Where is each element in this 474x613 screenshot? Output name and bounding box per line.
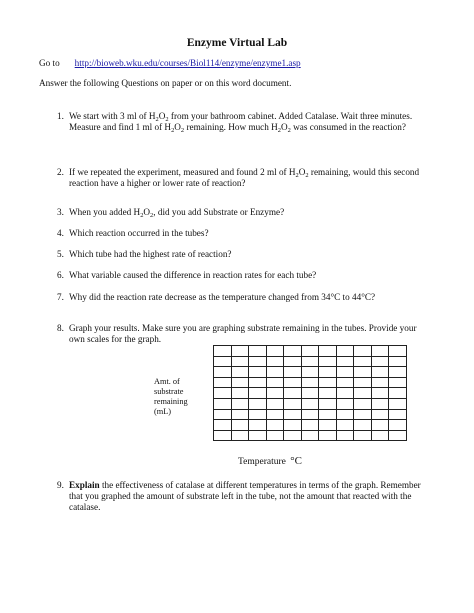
grid-cell <box>284 420 302 431</box>
grid-cell <box>371 356 389 367</box>
q8-line-2: own scales for the graph. <box>69 334 162 344</box>
o: O <box>174 122 181 132</box>
grid-cell <box>336 398 354 409</box>
q1-text-e: was consumed in the reaction? <box>290 122 406 132</box>
question-number: 6. <box>57 270 64 280</box>
grid-cell <box>266 430 284 441</box>
sub: 2 <box>180 127 185 134</box>
grid-cell <box>231 356 249 367</box>
grid-cell <box>284 409 302 420</box>
y-label-line: substrate <box>154 387 184 396</box>
grid-cell <box>371 430 389 441</box>
grid-cell <box>389 367 407 378</box>
grid-cell <box>354 377 372 388</box>
sub: 2 <box>287 127 291 134</box>
grid-cell <box>231 430 249 441</box>
grid-cell <box>284 367 302 378</box>
grid-cell <box>231 377 249 388</box>
grid-cell <box>354 409 372 420</box>
grid-cell <box>371 367 389 378</box>
grid-cell <box>354 430 372 441</box>
grid-row <box>214 409 407 420</box>
grid-cell <box>389 388 407 399</box>
grid-cell <box>249 346 267 357</box>
question-number: 3. <box>57 207 64 217</box>
question-number: 4. <box>57 228 64 238</box>
grid-cell <box>301 356 319 367</box>
sub: 2 <box>165 116 169 123</box>
question-number: 5. <box>57 249 64 259</box>
grid-cell <box>354 398 372 409</box>
grid-cell <box>249 420 267 431</box>
grid-cell <box>214 367 232 378</box>
grid-row <box>214 430 407 441</box>
grid-cell <box>249 398 267 409</box>
grid-cell <box>319 377 337 388</box>
grid-cell <box>284 356 302 367</box>
course-link[interactable]: http://bioweb.wku.edu/courses/Biol114/enzyme/enzyme1.asp <box>74 58 301 68</box>
grid-cell <box>266 377 284 388</box>
grid-cell <box>319 388 337 399</box>
grid-cell <box>214 409 232 420</box>
graph-x-label <box>238 456 302 468</box>
q2-text-c: reaction have a higher or lower rate of reaction? <box>69 178 246 188</box>
grid-cell <box>301 346 319 357</box>
grid-cell <box>231 367 249 378</box>
grid-cell <box>336 346 354 357</box>
grid-cell <box>231 388 249 399</box>
grid-cell <box>301 420 319 431</box>
sub: 2 <box>150 212 154 219</box>
sub: 2 <box>140 212 144 219</box>
grid-cell <box>301 430 319 441</box>
grid-row <box>214 388 407 399</box>
o: O <box>143 207 151 217</box>
grid-cell <box>371 377 389 388</box>
grid-row <box>214 420 407 431</box>
question-number: 7. <box>57 292 64 302</box>
grid-row <box>214 377 407 388</box>
grid-cell <box>231 420 249 431</box>
grid-cell <box>389 430 407 441</box>
grid-cell <box>336 430 354 441</box>
grid-cell <box>249 388 267 399</box>
q9-bold: Explain <box>69 480 100 490</box>
x-label-text: Temperature <box>238 457 286 467</box>
grid-cell <box>354 367 372 378</box>
o: O <box>281 122 288 132</box>
grid-cell <box>266 409 284 420</box>
grid-cell <box>284 346 302 357</box>
goto-label: Go to <box>39 58 60 68</box>
grid-cell <box>389 346 407 357</box>
graph-grid <box>213 345 407 441</box>
grid-cell <box>231 409 249 420</box>
grid-cell <box>301 377 319 388</box>
grid-cell <box>301 367 319 378</box>
q6-text: What variable caused the difference in reaction rates for each tube? <box>69 270 317 280</box>
grid-row <box>214 346 407 357</box>
q8-line-1: Graph your results. Make sure you are graphing substrate remaining in the tubes. Provide your <box>69 323 417 333</box>
grid-cell <box>266 346 284 357</box>
q9-line-3: catalase. <box>69 502 101 512</box>
grid-cell <box>336 388 354 399</box>
grid-cell <box>389 398 407 409</box>
grid-cell <box>336 356 354 367</box>
q1-text-a: We start with 3 ml of H <box>69 111 156 121</box>
grid-cell <box>266 367 284 378</box>
grid-cell <box>389 356 407 367</box>
sub: 2 <box>155 116 159 123</box>
grid-row <box>214 398 407 409</box>
grid-cell <box>249 367 267 378</box>
grid-cell <box>319 367 337 378</box>
x-label-unit: °C <box>290 455 302 467</box>
q3-text-a: When you added H <box>69 207 141 217</box>
sub: 2 <box>171 127 175 134</box>
y-label-line: remaining <box>154 397 188 406</box>
grid-cell <box>319 356 337 367</box>
q3-text-b: , did you add Substrate or Enzyme? <box>153 207 285 217</box>
grid-cell <box>371 346 389 357</box>
grid-cell <box>319 420 337 431</box>
sub: 2 <box>277 127 282 134</box>
grid-cell <box>371 420 389 431</box>
grid-cell <box>214 346 232 357</box>
grid-cell <box>214 430 232 441</box>
grid-cell <box>319 430 337 441</box>
q1-text-d: remaining. How much H <box>184 122 278 132</box>
sub: 2 <box>295 172 299 179</box>
grid-cell <box>336 367 354 378</box>
question-number: 8. <box>57 323 64 333</box>
q2-text-a: If we repeated the experiment, measured and found 2 ml of H <box>69 167 296 177</box>
q4-text: Which reaction occurred in the tubes? <box>69 228 209 238</box>
grid-cell <box>336 409 354 420</box>
grid-cell <box>214 398 232 409</box>
o: O <box>158 111 166 121</box>
instructions: Answer the following Questions on paper or on this word document. <box>39 78 292 88</box>
grid-cell <box>336 420 354 431</box>
grid-cell <box>354 356 372 367</box>
grid-row <box>214 356 407 367</box>
grid-cell <box>389 377 407 388</box>
grid-cell <box>214 388 232 399</box>
grid-cell <box>301 409 319 420</box>
grid-cell <box>284 430 302 441</box>
y-label-line: (mL) <box>154 407 172 416</box>
q1-text-c: Measure and find 1 ml of H <box>69 122 172 132</box>
q5-text: Which tube had the highest rate of reaction? <box>69 249 232 259</box>
question-number: 1. <box>57 111 64 121</box>
grid-cell <box>266 420 284 431</box>
grid-cell <box>319 346 337 357</box>
grid-cell <box>284 377 302 388</box>
grid-cell <box>319 409 337 420</box>
q9-line-1: the effectiveness of catalase at different temperatures in terms of the graph. Remember <box>99 480 421 490</box>
grid-cell <box>214 356 232 367</box>
grid-cell <box>301 388 319 399</box>
page-title: Enzyme Virtual Lab <box>186 37 288 49</box>
grid-cell <box>214 377 232 388</box>
q2-text-b: remaining, would this second <box>308 167 420 177</box>
grid-cell <box>354 388 372 399</box>
grid-cell <box>336 377 354 388</box>
y-label-line: Amt. of <box>154 377 180 386</box>
q9-line-2: that you graphed the amount of substrate left in the tube, not the amount that reacted with the <box>69 491 412 501</box>
grid-cell <box>354 420 372 431</box>
grid-cell <box>284 398 302 409</box>
grid-cell <box>301 398 319 409</box>
goto-line <box>39 58 301 69</box>
grid-cell <box>214 420 232 431</box>
sub: 2 <box>305 172 309 179</box>
grid-cell <box>266 356 284 367</box>
grid-cell <box>319 398 337 409</box>
grid-cell <box>249 409 267 420</box>
grid-cell <box>231 346 249 357</box>
grid-cell <box>266 398 284 409</box>
graph-y-label <box>154 377 204 417</box>
grid-cell <box>249 356 267 367</box>
q1-text-b: from your bathroom cabinet. Added Catalase. Wait three minutes. <box>168 111 413 121</box>
question-number: 2. <box>57 167 64 177</box>
grid-cell <box>266 388 284 399</box>
grid-cell <box>371 398 389 409</box>
grid-cell <box>371 388 389 399</box>
grid-cell <box>249 377 267 388</box>
question-number: 9. <box>57 480 64 490</box>
grid-cell <box>389 409 407 420</box>
grid-cell <box>354 346 372 357</box>
grid-row <box>214 367 407 378</box>
o: O <box>298 167 306 177</box>
q7-text: Why did the reaction rate decrease as the temperature changed from 34°C to 44°C? <box>69 292 376 302</box>
grid-cell <box>249 430 267 441</box>
grid-cell <box>371 409 389 420</box>
grid-cell <box>284 388 302 399</box>
grid-cell <box>389 420 407 431</box>
grid-cell <box>231 398 249 409</box>
